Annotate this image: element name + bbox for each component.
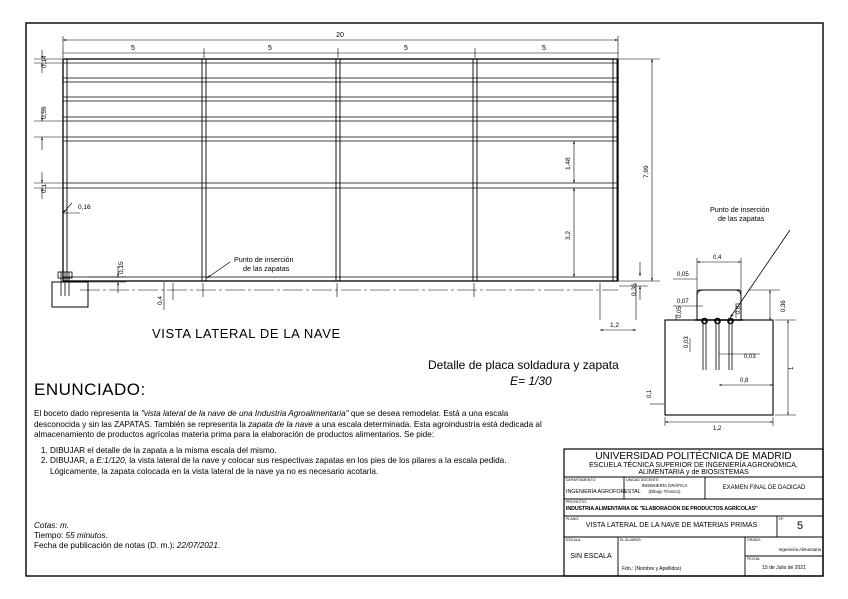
dim-015: 0,15 bbox=[118, 261, 125, 274]
statement-text: que se desea remodelar. Está a una escala desconocida y sin las ZAPATAS. También se representa la bbox=[34, 409, 509, 429]
insertion-note-line1: Punto de inserción bbox=[234, 255, 294, 264]
lateral-view bbox=[34, 32, 660, 330]
dim-span-2: 5 bbox=[268, 45, 272, 52]
dim-span-1: 5 bbox=[131, 45, 135, 52]
dim-799: 7,99 bbox=[643, 165, 650, 178]
student-value: Fdo.: (Nombre y Apellidos) bbox=[622, 566, 682, 572]
detail-title: Detalle de placa soldadura y zapata bbox=[428, 358, 619, 372]
detail-dim-036: 0,36 bbox=[781, 300, 787, 312]
lateral-view-title: VISTA LATERAL DE LA NAVE bbox=[152, 326, 341, 341]
project-value: INDUSTRIA ALIMENTARIA DE "ELABORACIÓN DE PRODUCTOS AGRÍCOLAS" bbox=[566, 506, 758, 512]
dim-total: 20 bbox=[336, 32, 344, 39]
dim-036: 0,36 bbox=[631, 283, 638, 296]
detail-scale: E= 1/30 bbox=[510, 374, 552, 388]
student-label: EL ALUMNO: bbox=[620, 538, 642, 542]
statement-italic: zapata de la nave bbox=[248, 419, 313, 429]
unit-label: UNIDAD DOCENTE: bbox=[626, 478, 660, 482]
dim-148: 1,48 bbox=[565, 157, 572, 170]
detail-dim-003b: 0,03 bbox=[744, 354, 756, 360]
number-label: Nº: bbox=[779, 517, 784, 521]
insertion-note-line2: de las zapatas bbox=[243, 264, 290, 273]
task-scale: E:1/120 bbox=[96, 456, 125, 466]
plane-label: PLANO: bbox=[566, 517, 580, 521]
grade-label: GRADO: bbox=[747, 538, 762, 542]
date-dot: . bbox=[217, 541, 221, 551]
school-line-2: ALIMENTARIA y de BIOSISTEMAS bbox=[638, 469, 749, 476]
dim-01: 0,1 bbox=[41, 183, 48, 193]
date-value: 22/07/2021 bbox=[176, 541, 218, 551]
task-item-1: 1. DIBUJAR el detalle de la zapata a la misma escala del mismo. bbox=[50, 446, 546, 457]
statement-paragraph bbox=[34, 409, 546, 441]
statement-text: a una escala determinada. Esta agroindustria está dedicada al almacenamiento de productos agrícolas materia prima para la elaboración de productos alimentarios. Se pide: bbox=[34, 419, 542, 440]
dim-014: 0,14 bbox=[41, 55, 48, 68]
statement-footer bbox=[34, 521, 220, 552]
time-value: 55 minutos bbox=[65, 531, 106, 541]
task-text: , la vista lateral de la nave y colocar sus respectivas zapatas en los pies de los pilares a la escala pedida. Lógicamente, la zapata colocada en la vista lateral de la nave ya no es necesario acotarla. bbox=[50, 456, 507, 476]
dim-016: 0,16 bbox=[78, 204, 91, 211]
unit-value-2: (Dibujo Técnico) bbox=[648, 489, 681, 494]
statement-body bbox=[34, 409, 546, 486]
plane-number: 5 bbox=[796, 520, 804, 532]
detail-dim-12: 1,2 bbox=[713, 426, 722, 432]
detail-dim-007: 0,07 bbox=[677, 299, 689, 305]
project-label: PROYECTO: bbox=[566, 500, 588, 504]
task-text: DIBUJAR, a bbox=[50, 456, 97, 466]
detail-dim-005v: 0,05 bbox=[677, 306, 683, 318]
detail-dim-01: 0,1 bbox=[647, 389, 653, 398]
dim-32: 3,2 bbox=[565, 230, 572, 240]
time-label: Tiempo: bbox=[34, 531, 66, 541]
detail-dim-08: 0,8 bbox=[740, 378, 749, 384]
dim-span-3: 5 bbox=[404, 45, 408, 52]
footing-detail bbox=[647, 205, 796, 432]
detail-dim-001: 0,01 bbox=[736, 302, 742, 314]
cotas-line bbox=[34, 521, 220, 531]
dim-12: 1,2 bbox=[610, 322, 620, 329]
exam-name: EXAMEN FINAL DE DAOICAD bbox=[722, 485, 806, 491]
detail-note-line2: de las zapatas bbox=[718, 214, 765, 223]
task-item-2 bbox=[50, 456, 546, 477]
dim-059: 0,59 bbox=[41, 106, 48, 119]
school-line-1: ESCUELA TÉCNICA SUPERIOR DE INGENIERÍA AGRONÓMICA, bbox=[589, 462, 798, 469]
date-label: Fecha de publicación de notas (D. m.): bbox=[34, 541, 177, 551]
statement-heading: ENUNCIADO: bbox=[34, 380, 146, 399]
detail-note-line1: Punto de inserción bbox=[710, 205, 770, 214]
dim-04: 0,4 bbox=[157, 295, 164, 305]
statement-text: El boceto dado representa la bbox=[34, 409, 141, 418]
unit-value-1: INGENIERÍA GRÁFICA bbox=[641, 483, 688, 488]
statement-italic: "vista lateral de la nave de una Industria Agroalimentaria" bbox=[140, 409, 349, 418]
detail-dim-003a: 0,03 bbox=[684, 336, 690, 348]
dept-value: INGENIERÍA AGROFORESTAL bbox=[566, 489, 641, 495]
grade-value: Ingeniería Alimentaria bbox=[778, 547, 821, 552]
date-label: FECHA: bbox=[747, 557, 761, 561]
date-value: 15 de Julio de 2021 bbox=[762, 565, 806, 571]
time-line bbox=[34, 531, 220, 541]
time-dot: . bbox=[105, 531, 108, 541]
dim-span-4: 5 bbox=[542, 45, 546, 52]
date-line bbox=[34, 541, 220, 551]
scale-label: ESCALA: bbox=[566, 538, 582, 542]
scale-value: SIN ESCALA bbox=[570, 553, 612, 560]
detail-dim-1: 1 bbox=[789, 366, 795, 370]
plane-value: VISTA LATERAL DE LA NAVE DE MATERIAS PRIMAS bbox=[585, 522, 758, 529]
university-name: UNIVERSIDAD POLITÉCNICA DE MADRID bbox=[595, 451, 792, 462]
detail-dim-005: 0,05 bbox=[677, 272, 689, 278]
cotas-text: Cotas: m. bbox=[34, 521, 70, 530]
detail-dim-04: 0,4 bbox=[713, 255, 722, 261]
task-list bbox=[34, 446, 546, 478]
dept-label: DEPARTAMENTO: bbox=[566, 478, 597, 482]
